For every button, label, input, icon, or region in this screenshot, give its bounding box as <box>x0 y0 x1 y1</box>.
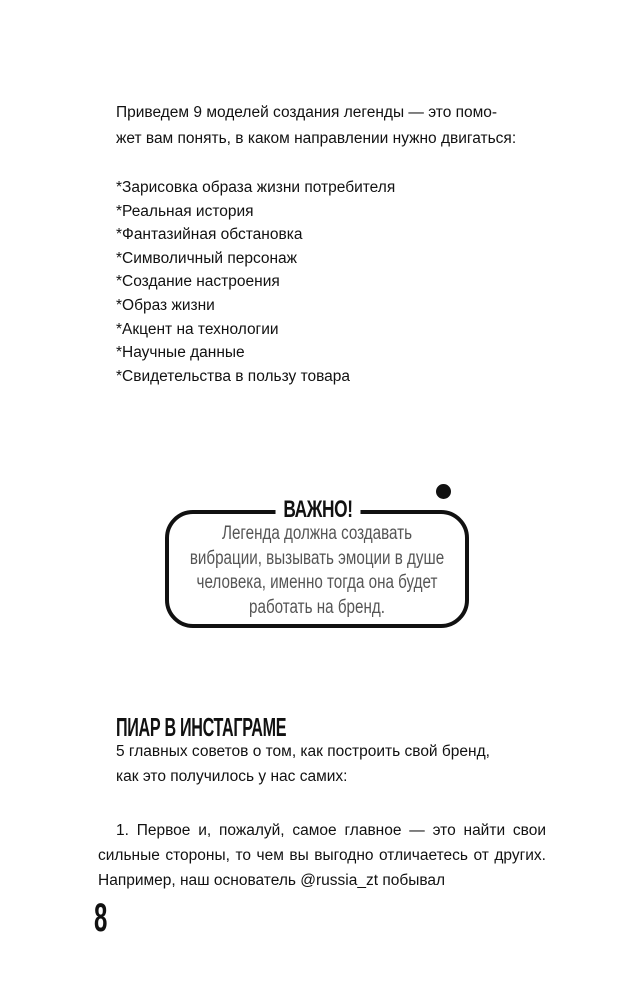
callout-line: работать на бренд. <box>249 596 385 618</box>
section-heading: ПИАР В ИНСТАГРАМЕ <box>116 712 287 742</box>
list-item: *Зарисовка образа жизни потребителя <box>116 179 396 196</box>
callout-title: ВАЖНО! <box>276 492 361 528</box>
important-callout <box>165 484 475 654</box>
callout-line: человека, именно тогда она будет <box>196 572 438 593</box>
section-intro-line: 5 главных советов о том, как построить свой бренд, <box>116 743 490 760</box>
tip-paragraph-1: 1. Первое и, пожалуй, самое главное — это найти свои сильные стороны, то чем вы выгодно отличаетесь от других. Например, наш основатель @russia_zt побывал <box>98 822 546 889</box>
callout-text <box>163 522 470 620</box>
intro-line: жет вам понять, в каком направлении нужно двигаться: <box>116 130 517 147</box>
list-item: *Реальная история <box>116 202 254 220</box>
list-item: *Акцент на технологии <box>116 320 279 338</box>
callout-line: вибрации, вызывать эмоции в душе <box>189 547 445 569</box>
list-item: *Символичный персонаж <box>116 249 298 267</box>
intro-line: Приведем 9 моделей создания легенды — это помо- <box>116 104 498 121</box>
callout-dot-icon <box>436 484 451 499</box>
list-item: *Образ жизни <box>116 296 215 314</box>
legend-models-list <box>116 176 395 388</box>
list-item: *Фантазийная обстановка <box>116 226 303 244</box>
section-intro-line: как это получилось у нас самих: <box>116 767 348 785</box>
callout-line: Легенда должна создавать <box>221 523 413 544</box>
section-intro <box>116 740 546 789</box>
list-item: *Создание настроения <box>116 273 280 291</box>
page-number: 8 <box>94 896 108 940</box>
list-item: *Свидетельства в пользу товара <box>116 367 351 385</box>
list-item: *Научные данные <box>116 344 245 362</box>
intro-paragraph <box>116 100 546 152</box>
